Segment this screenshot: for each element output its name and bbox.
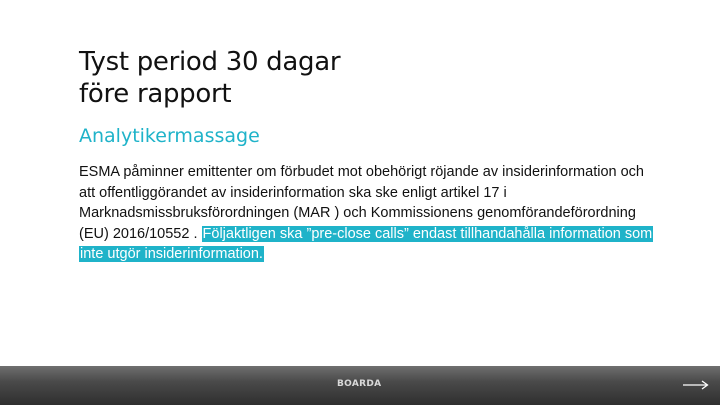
slide-title-line-2: före rapport [79,79,232,109]
body-paragraph: ESMA påminner emittenter om förbudet mot obehörigt röjande av insiderinformation och att offentliggörandet av insiderinformation ska ske enligt artikel 17 i Marknadsmissbruksförordningen (MAR ) och Kommissionens genomförandeförordning (EU) 2016/10552 . [79,164,644,242]
arrow-right-icon[interactable] [682,378,710,392]
brand-logo: BOARDA [337,379,382,389]
highlighted-text: Följaktligen ska ”pre-close calls” endast tillhandahålla information som inte utgör insiderinformation. [80,225,653,262]
slide-title [79,46,639,110]
slide-subtitle: Analytikermassage [79,125,260,147]
slide-body [79,162,654,265]
slide-title-line-1: Tyst period 30 dagar [79,47,341,77]
footer-bar [0,366,720,405]
